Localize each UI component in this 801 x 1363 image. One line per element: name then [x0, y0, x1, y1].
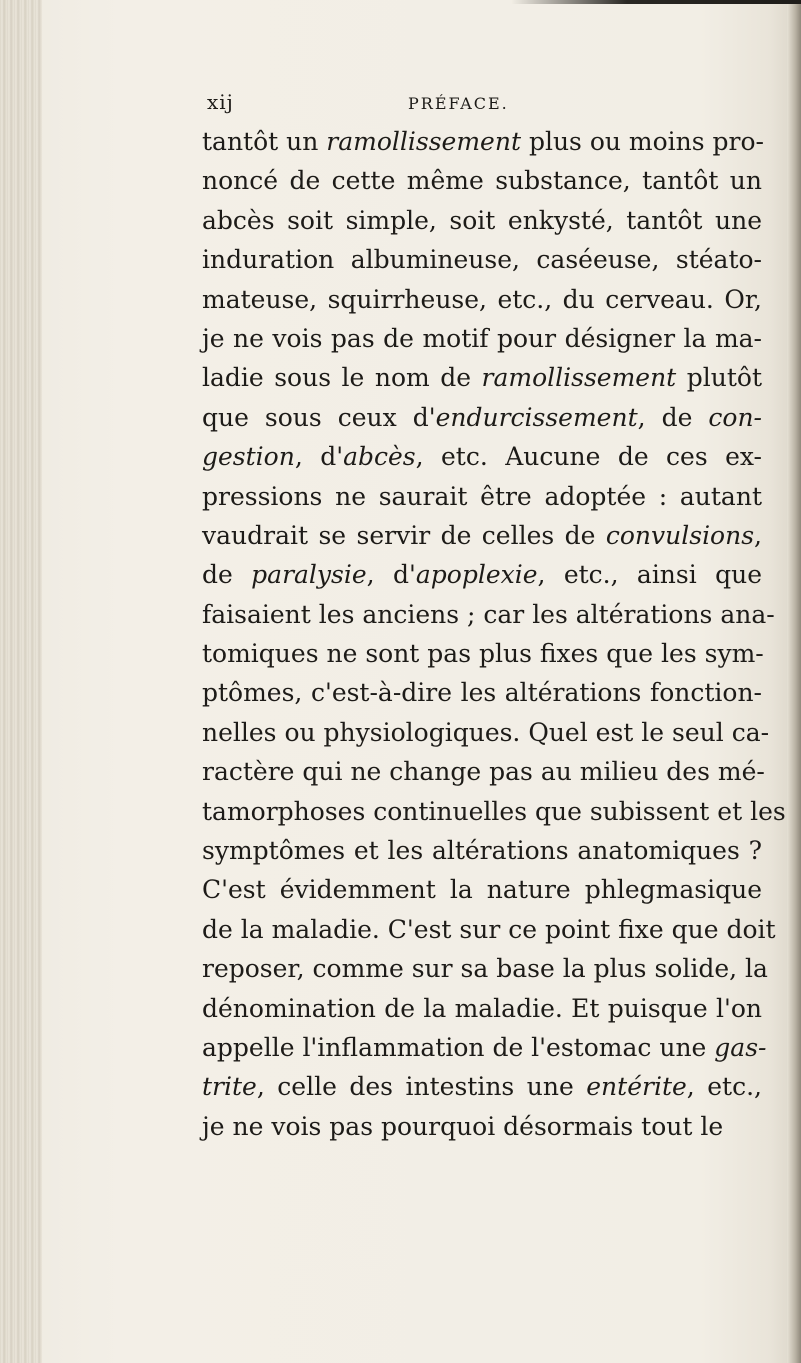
text-segment: tomiques ne sont pas plus fixes que les sym-	[202, 639, 764, 669]
text-line	[202, 161, 762, 200]
text-line	[202, 713, 770, 752]
text-segment: , etc., ainsi que	[537, 560, 762, 590]
page-right-edge	[787, 0, 801, 1363]
text-line	[202, 358, 762, 397]
text-segment: dénomination de la maladie. Et puisque l'on	[202, 993, 762, 1023]
italic-term: gas-	[714, 1032, 767, 1062]
text-segment: , d'	[366, 560, 416, 590]
text-segment: je ne vois pas pourquoi désormais tout le	[202, 1111, 724, 1141]
text-segment: tantôt un	[202, 127, 327, 156]
italic-term: apoplexie	[415, 560, 538, 590]
text-line	[202, 1067, 762, 1106]
text-segment: noncé de cette même substance, tantôt un	[202, 166, 762, 196]
italic-term: endurcissement	[435, 402, 638, 432]
text-segment: plus ou moins pro-	[521, 127, 765, 156]
italic-term: paralysie	[251, 560, 367, 590]
text-line	[202, 752, 765, 791]
top-edge-shadow	[511, 0, 801, 4]
italic-term: abcès	[343, 442, 416, 472]
text-segment: tamorphoses continuelles que subissent et les	[202, 796, 786, 826]
text-line	[202, 989, 762, 1028]
text-segment: , etc.,	[686, 1072, 762, 1102]
italic-term: gestion	[202, 442, 295, 472]
text-segment: que sous ceux d'	[202, 402, 436, 432]
text-line	[202, 437, 762, 476]
text-segment: C'est évidemment la nature phlegmasique	[202, 875, 762, 905]
text-segment: appelle l'inflammation de l'estomac une	[202, 1032, 715, 1062]
text-segment: reposer, comme sur sa base la plus solide, la	[202, 954, 768, 984]
text-segment: mateuse, squirrheuse, etc., du cerveau. Or,	[202, 284, 762, 314]
text-segment: abcès soit simple, soit enkysté, tantôt une	[202, 205, 762, 235]
italic-term: ramollissement	[481, 363, 677, 393]
text-segment: pressions ne saurait être adoptée : autant	[202, 481, 762, 511]
text-segment: , de	[637, 402, 709, 432]
text-segment: faisaient les anciens ; car les altérations ana-	[202, 599, 775, 629]
text-segment: , etc. Aucune de ces ex-	[415, 442, 762, 472]
text-segment: , celle des intestins une	[256, 1072, 587, 1102]
text-segment: nelles ou physiologiques. Quel est le seul ca-	[202, 717, 770, 747]
running-head-title: PRÉFACE.	[408, 94, 509, 113]
italic-term: entérite	[586, 1072, 687, 1102]
text-line	[202, 240, 762, 279]
text-line	[202, 280, 762, 319]
text-line	[202, 122, 765, 161]
text-line	[202, 555, 762, 594]
text-line	[202, 201, 762, 240]
text-line	[202, 910, 776, 949]
text-line	[202, 673, 762, 712]
body-text	[202, 122, 786, 1146]
text-segment: plutôt	[676, 363, 762, 393]
text-segment: induration albumineuse, caséeuse, stéato-	[202, 245, 762, 275]
page-binding-edge	[0, 0, 42, 1363]
text-line	[202, 949, 768, 988]
text-segment: de	[202, 560, 252, 590]
text-line	[202, 1107, 762, 1146]
text-segment: de la maladie. C'est sur ce point fixe que doit	[202, 914, 776, 944]
text-line	[202, 516, 762, 555]
italic-term: ramollissement	[326, 127, 521, 156]
running-head	[0, 90, 801, 120]
italic-term: trite	[202, 1072, 257, 1102]
text-segment: symptômes et les altérations anatomiques ?	[202, 836, 762, 866]
text-line	[202, 398, 762, 437]
italic-term: convulsions	[605, 520, 755, 550]
text-line	[202, 477, 762, 516]
text-line	[202, 634, 762, 673]
text-segment: ractère qui ne change pas au milieu des mé-	[202, 757, 765, 787]
text-line	[202, 319, 762, 358]
text-line	[202, 1028, 767, 1067]
text-segment: ptômes, c'est-à-dire les altérations fonction-	[202, 678, 762, 708]
text-segment: , d'	[294, 442, 344, 472]
italic-term: con-	[708, 402, 762, 432]
text-segment: ,	[754, 520, 762, 550]
text-segment: vaudrait se servir de celles de	[202, 520, 606, 550]
text-segment: ladie sous le nom de	[202, 363, 482, 393]
text-line	[202, 595, 775, 634]
page-number: xij	[207, 90, 234, 114]
text-segment: je ne vois pas de motif pour désigner la ma-	[202, 323, 762, 353]
text-line	[202, 831, 762, 870]
text-line	[202, 792, 786, 831]
text-line	[202, 870, 762, 909]
